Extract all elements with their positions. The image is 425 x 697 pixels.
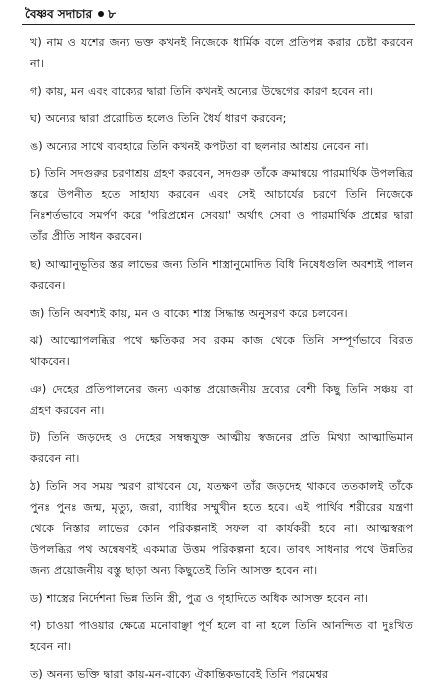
paragraph-nya: ঞ) দেহের প্রতিপালনের জন্য একান্ত প্রয়োজনীয় দ্রব্যের বেশী কিছু তিনি সঞ্চয় বা গ্রহণ করবেন না। <box>30 382 413 417</box>
paragraph-ttha: ঠ) তিনি সব সময় স্মরণ রাখবেন যে, যতক্ষণ তাঁর জড়দেহ থাকবে ততকালই তাঁকে পুনঃ পুনঃ জন্ম, মৃত্যু, জরা, ব্যাধির সম্মুখীন হতে হবে। এই পার্থিব শরীরের যন্ত্রণা থেকে নিস্তার লাভের কোন পরিকল্পনাই সফল বা কার্যকরী হবে না। আত্মস্বরূপ উপলব্ধির পথ অন্বেষণই একমাত্র উত্তম পরিকল্পনা হবে। তাবৎ সাধনার পথে উন্নতির জন্য প্রয়োজনীয় বস্তু ছাড়া অন্য কিছুতেই তিনি আসক্ত হবেন না। <box>30 479 413 577</box>
paragraph-chha: ছ) আত্মানুভূতির স্তর লাভের জন্য তিনি শাস্ত্রানুমোদিত বিধি নিষেধগুলি অবশ্যই পালন করবেন। <box>30 257 413 292</box>
paragraph-kha: খ) নাম ও যশের জন্য ভক্ত কখনই নিজেকে ধার্মিক বলে প্রতিপন্ন করার চেষ্টা করবেন না। <box>30 36 413 70</box>
running-head <box>25 6 116 26</box>
paragraph-tta: ট) তিনি জড়দেহ ও দেহের সম্বন্ধযুক্ত আত্মীয় স্বজনের প্রতি মিথ্যা আত্মাভিমান করবেন না। <box>30 431 413 466</box>
running-head-title: বৈষ্ণব সদাচার <box>25 7 93 21</box>
page-number: ৮ <box>108 7 116 21</box>
header-rule <box>22 24 415 25</box>
page-body <box>30 32 413 691</box>
paragraph-nna: ণ) চাওয়া পাওয়ার ক্ষেত্রে মনোবাঞ্ছা পূর্ণ হলে বা না হলে তিনি আনন্দিত বা দুঃখিত হবেন না। <box>30 619 413 654</box>
paragraph-ga: গ) কায়, মন এবং বাক্যের দ্বারা তিনি কখনই অন্যের উদ্বেগের কারণ হবেন না। <box>30 84 373 98</box>
paragraph-nga: ঙ) অন্যের সাথে ব্যবহারে তিনি কখনই কপটতা বা ছলনার আশ্রয় নেবেন না। <box>30 139 369 153</box>
bullet-icon <box>98 11 104 17</box>
paragraph-ta: ত) অনন্য ভক্তি দ্বারা কায়-মন-বাক্যে ঐকান্তিকভাবেই তিনি পরমেশ্বর <box>30 667 329 681</box>
paragraph-ja: জ) তিনি অবশ্যই কায়, মন ও বাক্যে শাস্ত্র সিদ্ধান্ত অনুসরণ করে চলবেন। <box>30 306 348 320</box>
paragraph-cha: চ) তিনি সদগুরুর চরণাশ্রয় গ্রহণ করবেন, সদগুরু তাঁকে ক্রমান্বয়ে পারমার্থিক উপলব্ধির স্তরে উপনীত হতে সাহায্য করবেন এবং সেই আচার্যের চরণে তিনি নিজেকে নিঃশর্তভাবে সমর্পণ করে 'পরিপ্রশ্নেন সেবয়া' অর্থাৎ সেবা ও পারমার্থিক প্রশ্নের দ্বারা তাঁর প্রীতি সাধন করবেন। <box>30 167 413 244</box>
paragraph-dda: ড) শাস্ত্রের নির্দেশনা ভিন্ন তিনি স্ত্রী, পুত্র ও গৃহাদিতে অধিক আসক্ত হবেন না। <box>30 591 369 605</box>
paragraph-jha: ঝ) আত্মোপলব্ধির পথে ক্ষতিকর সব রকম কাজ থেকে তিনি সম্পূর্ণভাবে বিরত থাকবেন। <box>30 334 413 369</box>
paragraph-gha: ঘ) অন্যের দ্বারা প্ররোচিত হলেও তিনি ধৈর্য ধারণ করবেন; <box>30 112 287 126</box>
